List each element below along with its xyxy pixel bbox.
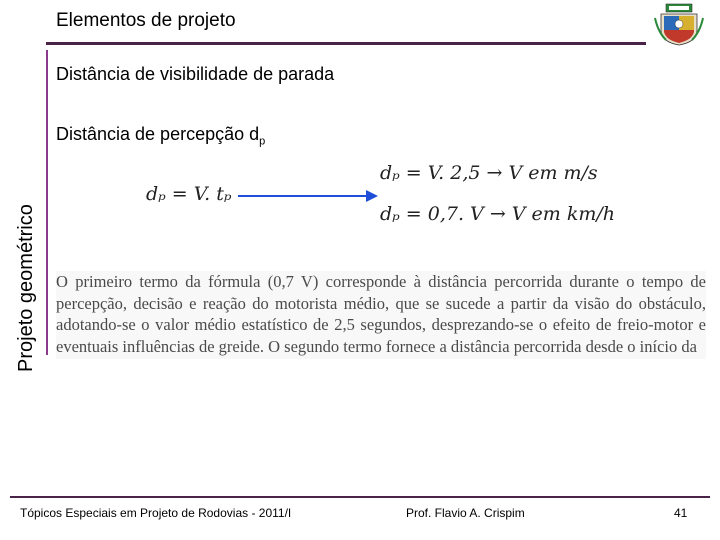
formula-speed-kmh: dₚ = 0,7. V → V em km/h <box>380 203 616 225</box>
footer-page-number: 41 <box>674 506 688 520</box>
section-heading-text: Distância de percepção d <box>56 124 260 144</box>
footer-course: Tópicos Especiais em Projeto de Rodovias - 2011/I <box>20 506 292 520</box>
section-heading-subscript: p <box>259 135 266 148</box>
formula-speed-ms: dₚ = V. 2,5 → V em m/s <box>380 162 598 184</box>
sidebar-rule <box>46 50 48 355</box>
slide-subtitle: Distância de visibilidade de parada <box>56 64 335 84</box>
explanation-paragraph: O primeiro termo da fórmula (0,7 V) corresponde à distância percorrida durante o tempo de percepção, decisão e reação do motorista médio, que se sucede a partir da visão do obstáculo, adotando-se o valor médio estatístico de 2,5 segundos, desprezando-se o efeito de freio-motor e eventuais influências de greide. O segundo termo fornece a distância percorrida desde o início da <box>56 271 706 359</box>
university-crest-logo <box>652 2 706 46</box>
footer-rule <box>10 496 710 498</box>
arrow-right-icon <box>238 184 378 208</box>
section-heading <box>56 124 265 148</box>
footer-author: Prof. Flavio A. Crispim <box>406 506 525 520</box>
header-rule <box>46 42 646 45</box>
slide-header-title: Elementos de projeto <box>56 10 236 31</box>
sidebar-label: Projeto geométrico <box>15 204 37 372</box>
formula-main: dₚ = V. tₚ <box>146 183 232 205</box>
